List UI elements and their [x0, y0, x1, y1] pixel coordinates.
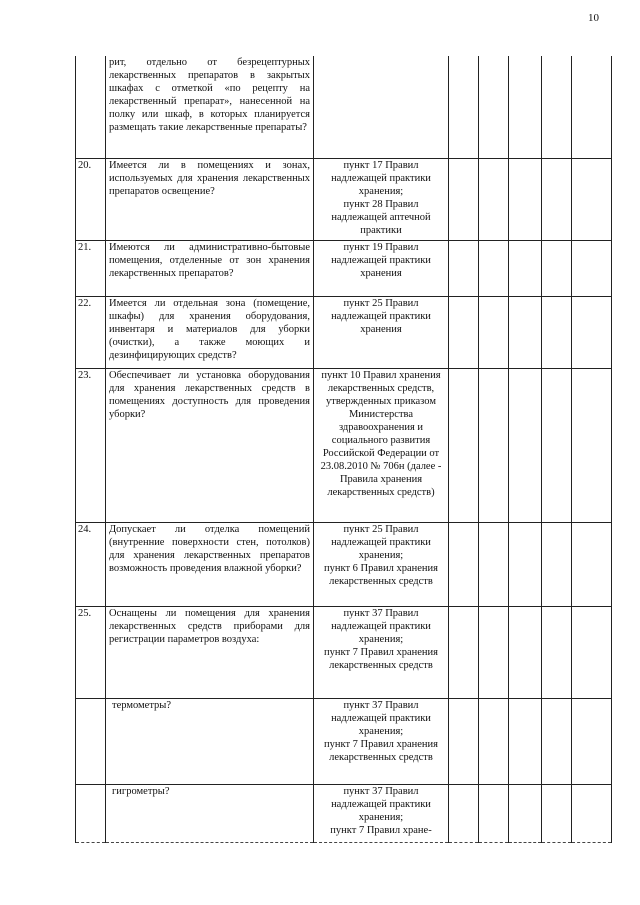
question-cell: Имеется ли отдельная зона (помещение, шкафы) для хранения оборудования, инвентаря и материалов для уборки (очистки), а также моющих и дезинфицирующих средств?: [106, 296, 314, 368]
answer-cell: [479, 698, 509, 784]
answer-cell: [479, 56, 509, 158]
answer-cell: [542, 368, 572, 522]
answer-cell: [572, 158, 612, 240]
answer-cell: [572, 784, 612, 842]
answer-cell: [479, 784, 509, 842]
answer-cell: [509, 296, 542, 368]
question-cell: Оснащены ли помещения для хранения лекарственных средств приборами для регистрации параметров воздуха:: [106, 606, 314, 698]
answer-cell: [449, 784, 479, 842]
reference-cell: пункт 25 Правил надлежащей практики хранения; пункт 6 Правил хранения лекарственных средств: [314, 522, 449, 606]
reference-cell: пункт 17 Правил надлежащей практики хранения; пункт 28 Правил надлежащей аптечной практики: [314, 158, 449, 240]
answer-cell: [572, 296, 612, 368]
answer-cell: [542, 158, 572, 240]
row-number: [76, 698, 106, 784]
answer-cell: [542, 606, 572, 698]
answer-cell: [449, 56, 479, 158]
answer-cell: [479, 158, 509, 240]
answer-cell: [509, 56, 542, 158]
reference-cell: пункт 25 Правил надлежащей практики хранения: [314, 296, 449, 368]
reference-cell: пункт 37 Правил надлежащей практики хранения; пункт 7 Правил хранения лекарственных средств: [314, 606, 449, 698]
answer-cell: [542, 784, 572, 842]
answer-cell: [479, 368, 509, 522]
question-cell: рит, отдельно от безрецептурных лекарственных препаратов в закрытых шкафах с отметкой «по рецепту на лекарственный препарат», нанесенной на полку или шкаф, в которых планируется размещать такие лекарственные препараты?: [106, 56, 314, 158]
answer-cell: [449, 368, 479, 522]
answer-cell: [572, 56, 612, 158]
table-row: [76, 240, 612, 296]
answer-cell: [479, 240, 509, 296]
answer-cell: [479, 522, 509, 606]
row-number: 23.: [76, 368, 106, 522]
answer-cell: [572, 368, 612, 522]
answer-cell: [479, 606, 509, 698]
row-number: 25.: [76, 606, 106, 698]
table-row: [76, 368, 612, 522]
reference-cell: [314, 56, 449, 158]
question-cell: термометры?: [106, 698, 314, 784]
answer-cell: [542, 240, 572, 296]
answer-cell: [509, 522, 542, 606]
answer-cell: [449, 158, 479, 240]
question-cell: Имеется ли в помещениях и зонах, используемых для хранения лекарственных препаратов освещение?: [106, 158, 314, 240]
reference-cell: пункт 37 Правил надлежащей практики хранения; пункт 7 Правил хране-: [314, 784, 449, 842]
table-row: [76, 606, 612, 698]
answer-cell: [479, 296, 509, 368]
answer-cell: [542, 698, 572, 784]
answer-cell: [509, 606, 542, 698]
row-number: [76, 784, 106, 842]
reference-cell: пункт 19 Правил надлежащей практики хранения: [314, 240, 449, 296]
row-number: 21.: [76, 240, 106, 296]
table-row: [76, 296, 612, 368]
answer-cell: [542, 56, 572, 158]
question-cell: Обеспечивает ли установка оборудования для хранения лекарственных средств в помещениях доступность для проведения уборки?: [106, 368, 314, 522]
answer-cell: [509, 368, 542, 522]
question-cell: гигрометры?: [106, 784, 314, 842]
answer-cell: [572, 522, 612, 606]
question-cell: Имеются ли административно-бытовые помещения, отделенные от зон хранения лекарственных препаратов?: [106, 240, 314, 296]
answer-cell: [509, 240, 542, 296]
reference-cell: пункт 37 Правил надлежащей практики хранения; пункт 7 Правил хранения лекарственных средств: [314, 698, 449, 784]
answer-cell: [542, 296, 572, 368]
answer-cell: [572, 698, 612, 784]
answer-cell: [449, 296, 479, 368]
answer-cell: [449, 606, 479, 698]
reference-cell: пункт 10 Правил хранения лекарственных средств, утвержденных приказом Министерства здравоохранения и социального развития Российской Федерации от 23.08.2010 № 706н (далее - Правила хранения лекарственных средств): [314, 368, 449, 522]
table-row: [76, 158, 612, 240]
answer-cell: [449, 522, 479, 606]
answer-cell: [509, 158, 542, 240]
answer-cell: [509, 698, 542, 784]
table-row: [76, 784, 612, 842]
answer-cell: [509, 784, 542, 842]
checklist-table: [75, 56, 612, 843]
row-number: 24.: [76, 522, 106, 606]
answer-cell: [449, 240, 479, 296]
row-number: 20.: [76, 158, 106, 240]
page-number: 10: [588, 12, 599, 24]
table-row: [76, 56, 612, 158]
question-cell: Допускает ли отделка помещений (внутренние поверхности стен, потолков) для хранения лекарственных препаратов возможность проведения влажной уборки?: [106, 522, 314, 606]
answer-cell: [449, 698, 479, 784]
row-number: 22.: [76, 296, 106, 368]
answer-cell: [572, 606, 612, 698]
answer-cell: [572, 240, 612, 296]
table-row: [76, 522, 612, 606]
table-row: [76, 698, 612, 784]
answer-cell: [542, 522, 572, 606]
row-number: [76, 56, 106, 158]
